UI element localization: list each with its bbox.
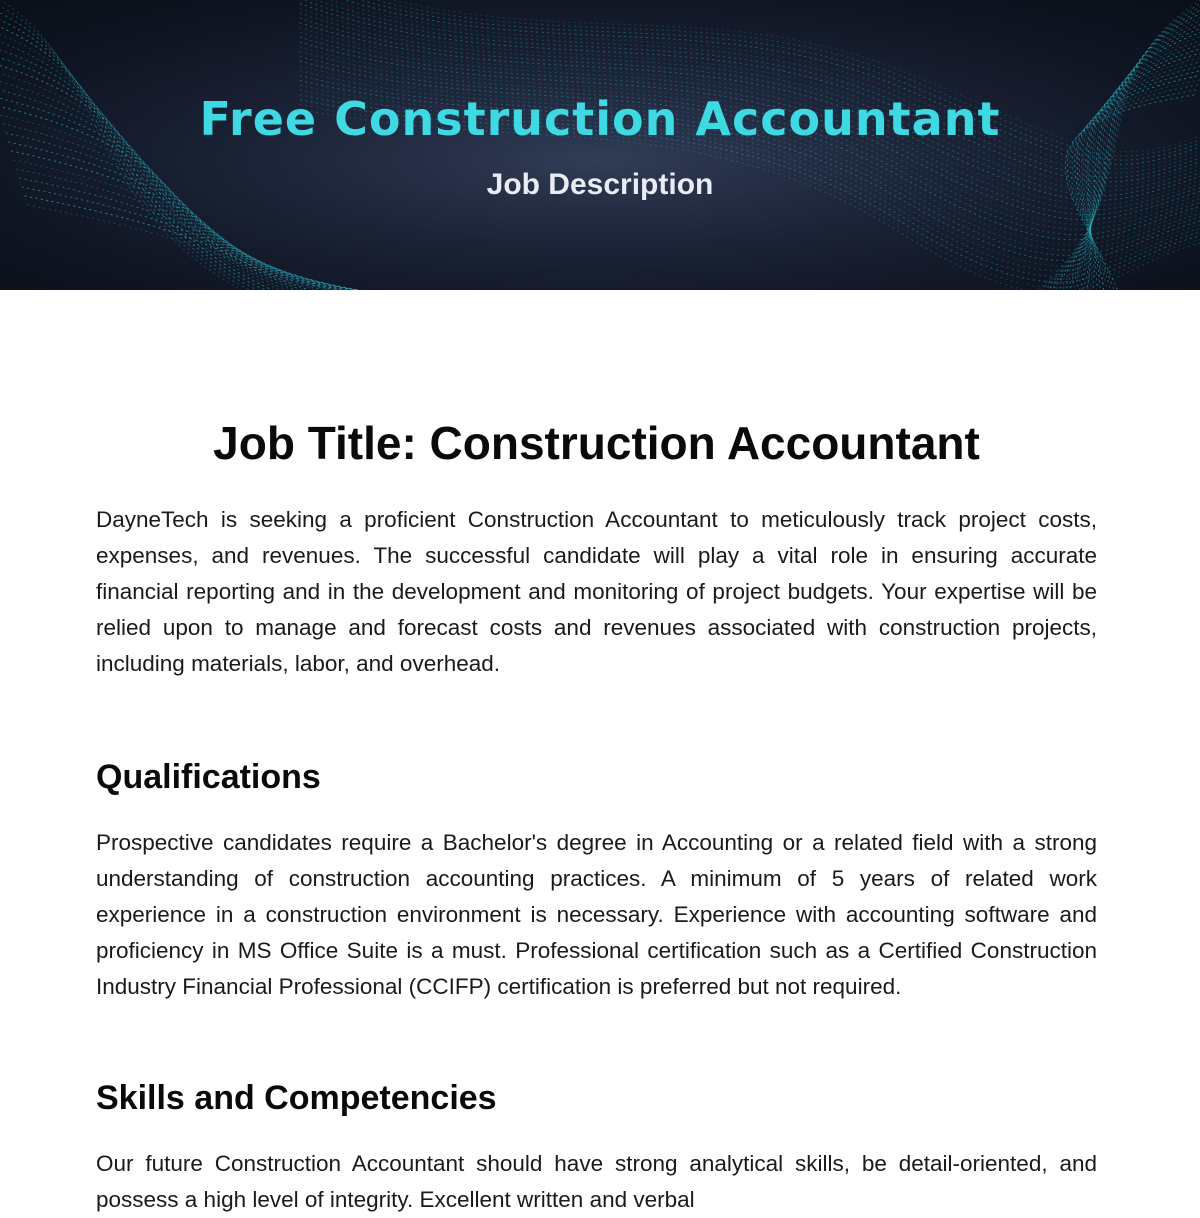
- intro-paragraph: DayneTech is seeking a proficient Construction Accountant to meticulously track project costs, expenses, and revenues. The successful candidate will play a vital role in ensuring accurate financial reporting and in the development and monitoring of project budgets. Your expertise will be relied upon to manage and forecast costs and revenues associated with construction projects, including materials, labor, and overhead.: [96, 507, 1097, 676]
- skills-heading: Skills and Competencies: [96, 1079, 497, 1117]
- banner-title: Free Construction Accountant: [199, 92, 1001, 146]
- job-title-heading: Job Title: Construction Accountant: [213, 417, 980, 469]
- header-banner: [0, 0, 1200, 290]
- qualifications-heading: Qualifications: [96, 758, 321, 796]
- job-description-body: [96, 412, 1097, 1218]
- skills-paragraph: Our future Construction Accountant should have strong analytical skills, be detail-oriented, and possess a high level of integrity. Excellent written and verbal: [96, 1151, 1097, 1212]
- banner-subtitle: Job Description: [486, 168, 714, 201]
- qualifications-paragraph: Prospective candidates require a Bachelor's degree in Accounting or a related field with a strong understanding of construction accounting practices. A minimum of 5 years of related work experience in a construction environment is necessary. Experience with accounting software and proficiency in MS Office Suite is a must. Professional certification such as a Certified Construction Industry Financial Professional (CCIFP) certification is preferred but not required.: [96, 830, 1097, 999]
